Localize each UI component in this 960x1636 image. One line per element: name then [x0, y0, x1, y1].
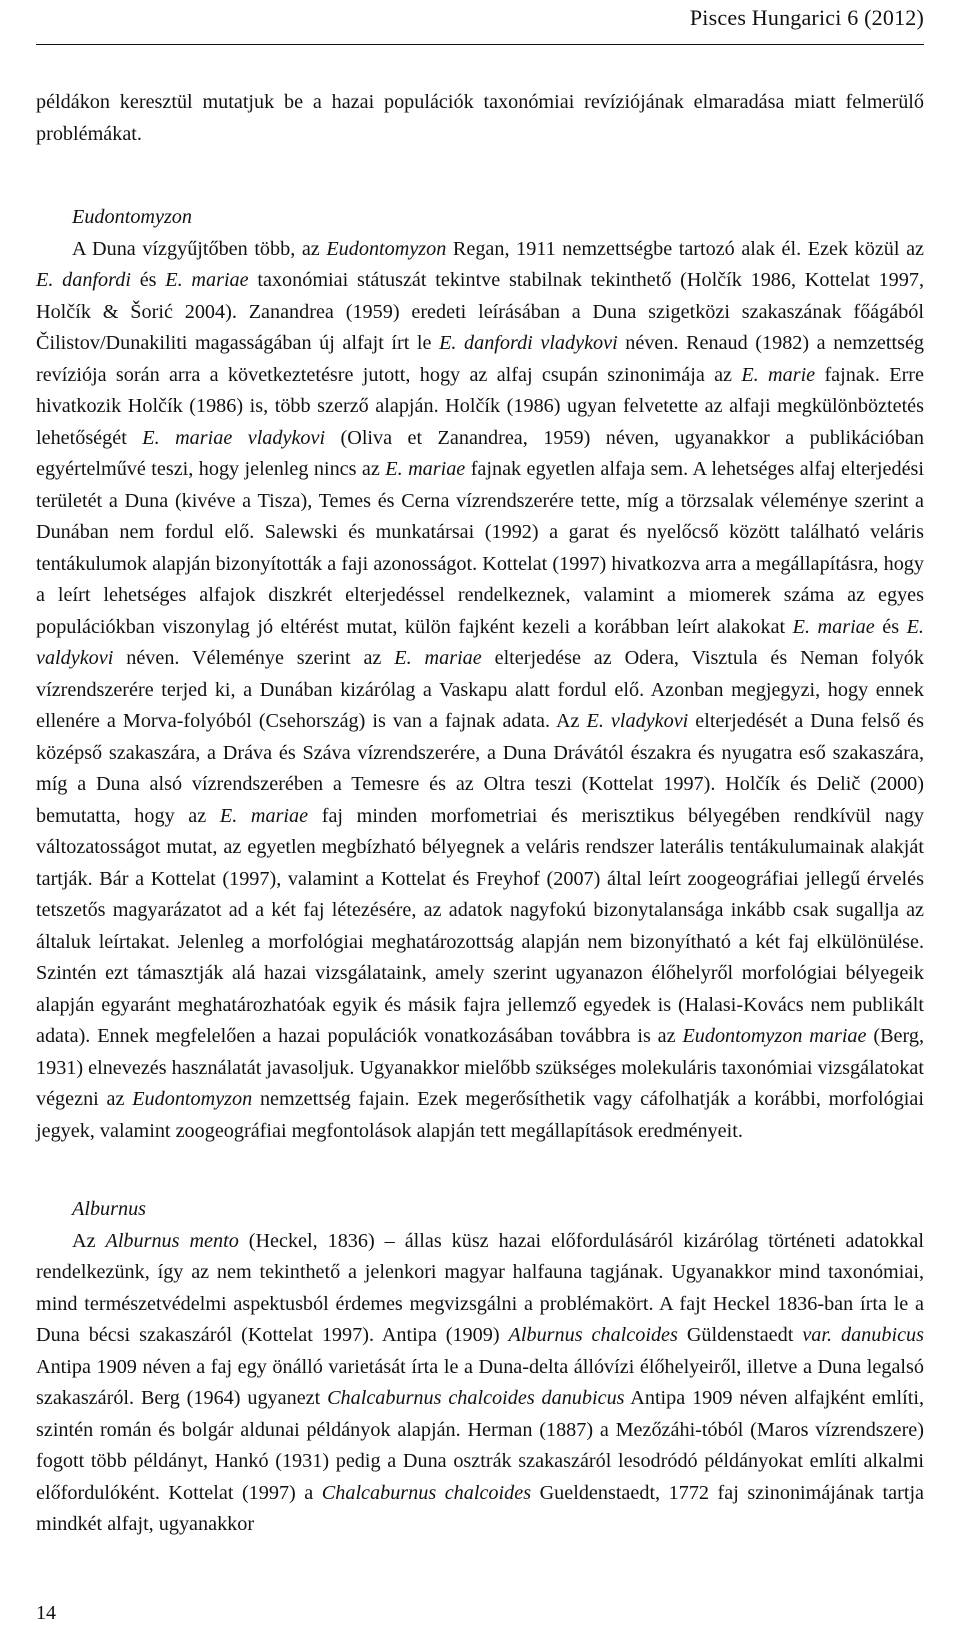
- taxon-name: E. mariae vladykovi: [142, 426, 326, 449]
- text-run: Gueldenstaedt, 1772 faj szinonimájának tartja mindkét alfajt, ugyanakkor: [36, 1481, 925, 1535]
- text-run: néven. Véleménye szerint az: [113, 647, 395, 669]
- taxon-name: E. vladykovi: [586, 710, 689, 732]
- text-run: Az: [72, 1229, 106, 1252]
- text-run: (Oliva et Zanandrea, 1959) néven, ugyanakkor a publikációban egyértelművé teszi, hogy jelenleg nincs az: [36, 426, 924, 480]
- section-gap: [36, 1147, 924, 1194]
- text-run: Regan, 1911 nemzettségbe tartozó alak él. Ezek közül az: [446, 237, 924, 260]
- page-header: [0, 0, 960, 60]
- taxon-name: Alburnus chalcoides: [508, 1324, 678, 1346]
- taxon-name: Chalcaburnus chalcoides: [321, 1481, 532, 1504]
- journal-title: Pisces Hungarici 6 (2012): [689, 5, 924, 30]
- taxon-name: E. marie: [741, 363, 816, 386]
- article-body: [36, 87, 924, 1541]
- taxon-name: E. mariae: [394, 647, 482, 669]
- section-title-alburnus: Alburnus: [72, 1198, 147, 1220]
- text-run: és: [874, 615, 907, 638]
- text-run: nemzettség fajain. Ezek megerősíthetik vagy cáfolhatják a korábbi, morfológiai jegyek, valamint zoogeográfiai megfontolások alapján tett megállapítások eredményeit.: [36, 1088, 924, 1142]
- taxon-name: E. mariae: [219, 804, 309, 827]
- header-rule: [36, 44, 924, 45]
- text-run: A Duna vízgyűjtőben több, az: [72, 237, 327, 260]
- text-run: Güldenstaedt: [677, 1324, 803, 1346]
- taxon-name: var. danubicus: [802, 1324, 924, 1346]
- text-run: elterjedése az Odera, Visztula és Neman folyók vízrendszerére terjed ki, a Dunában kizárólag a Vaskapu alatt fordul elő. Azonban megjegyzi, hogy ennek ellenére a Morva-folyóból (Csehország) is van a fajnak adata. Az: [36, 647, 924, 732]
- text-run: néven. Renaud (1982) a nemzettség revíziója során arra a következtetésre jutott, hogy az alfaj csupán szinonimája az: [36, 332, 925, 386]
- taxon-name: E. danfordi: [36, 269, 131, 291]
- taxon-name: Alburnus mento: [105, 1229, 239, 1252]
- taxon-name: E. mariae: [792, 615, 875, 638]
- text-run: fajnak. Erre hivatkozik Holčík (1986) is, több szerző alapján. Holčík (1986) ugyan felvetette az alfaji megkülönböztetés lehetőségét: [36, 363, 924, 449]
- intro-paragraph: példákon keresztül mutatjuk be a hazai populációk taxonómiai revíziójának elmaradása miatt felmerülő problémákat.: [36, 91, 924, 145]
- text-run: fajnak egyetlen alfaja sem. A lehetséges alfaj elterjedési területét a Duna (kivéve a Tisza), Temes és Cerna vízrendszerére tette, míg a törzsalak véleménye szerint a Dunában nem fordul elő. Salewski és munkatársai (1992) a garat és nyelőcső között található veláris tentákulumok alapján bizonyították a faji azonosságot. Kottelat (1997) hivatkozva arra a megállapításra, hogy a leírt lehetséges alfajok diszkrét elterjedéssel rendelkeznek, valamint a miomerek száma az egyes populációkban viszonylag jó eltérést mutat, külön fajként kezeli a korábban leírt alakokat: [36, 458, 924, 638]
- text-run: faj minden morfometriai és merisztikus bélyegében rendkívül nagy változatosságot mutat, az egyetlen megbízható bélyegnek a veláris rendszer laterális tentákulumainak alakját tartják. Bár a Kottelat (1997), valamint a Kottelat és Freyhof (2007) által leírt zoogeográfiai jellegű érvelés tetszetős magyarázatot ad a két faj létezésére, az adatok nagyfokú bizonytalansága inkább csak sugallja az általuk leírtakat. Jelenleg a morfológiai meghatározottság alapján nem bizonyítható a két faj elkülönülése. Szintén ezt támasztják alá hazai vizsgálataink, amely szerint ugyanazon élőhelyről morfológiai bélyegeik alapján egyaránt meghatározhatóak egyik és másik fajra jellemző egyedek is (Halasi-Kovács nem publikált adata). Ennek megfelelően a hazai populációk vonatkozásában továbbra is az: [36, 804, 924, 1047]
- section-gap: [36, 150, 924, 202]
- text-run: elterjedését a Duna felső és középső szakaszára, a Dráva és Száva vízrendszerére, a Duna Drávától északra és nyugatra eső szakaszára, míg a Duna alsó vízrendszerében a Temesre és az Oltra teszi (Kottelat 1997). Holčík és Delič (2000) bemutatta, hogy az: [36, 710, 925, 827]
- taxon-name: Eudontomyzon: [326, 237, 447, 260]
- taxon-name: E. mariae: [385, 458, 466, 480]
- taxon-name: Eudontomyzon: [132, 1088, 253, 1110]
- taxon-name: Eudontomyzon mariae: [682, 1025, 867, 1047]
- paragraph-alburnus: [36, 1226, 924, 1541]
- taxon-name: Chalcaburnus chalcoides danubicus: [327, 1387, 625, 1409]
- text-run: és: [130, 269, 166, 291]
- page-number: 14: [36, 1602, 56, 1624]
- section-title-eudontomyzon: Eudontomyzon: [72, 206, 192, 228]
- text-run: Antipa 1909 néven alfajként említi, szintén román és bolgár aldunai példányok alapján. Herman (1887) a Mezőzáhi-tóból (Maros vízrendszere) fogott több példányt, Hankó (1931) pedig a Duna osztrák szakaszáról lesodródó példányokat említi alkalmi előfordulóként. Kottelat (1997) a: [36, 1387, 924, 1504]
- paragraph-eudontomyzon: [36, 234, 924, 1148]
- taxon-name: E. mariae: [165, 269, 249, 291]
- text-run: Antipa 1909 néven a faj egy önálló varietását írta le a Duna-delta állóvízi élőhelyeiről, illetve a Duna legalsó szakaszáról. Berg (1964) ugyanezt: [36, 1355, 924, 1409]
- taxon-name: E. danfordi vladykovi: [439, 332, 618, 354]
- text-run: taxonómiai státuszát tekintve stabilnak tekinthető (Holčík 1986, Kottelat 1997, Holčík & Šorić 2004). Zanandrea (1959) eredeti leírásában a Duna szigetközi szakaszának főágából Čilistov/Dunakiliti magasságában új alfajt írt le: [36, 269, 924, 354]
- text-run: (Berg, 1931) elnevezés használatát javasoljuk. Ugyanakkor mielőbb szükséges molekuláris taxonómiai vizsgálatokat végezni az: [36, 1025, 924, 1110]
- taxon-name: E. valdykovi: [36, 615, 924, 669]
- text-run: (Heckel, 1836) – állas küsz hazai előfordulásáról kizárólag történeti adatokkal rendelkezünk, így az nem tekinthető a jelenkori magyar halfauna tagjának. Ugyanakkor mind taxonómiai, mind természetvédelmi aspektusból érdemes megvizsgálni a problémakört. A fajt Heckel 1836-ban írta le a Duna bécsi szakaszáról (Kottelat 1997). Antipa (1909): [36, 1229, 924, 1346]
